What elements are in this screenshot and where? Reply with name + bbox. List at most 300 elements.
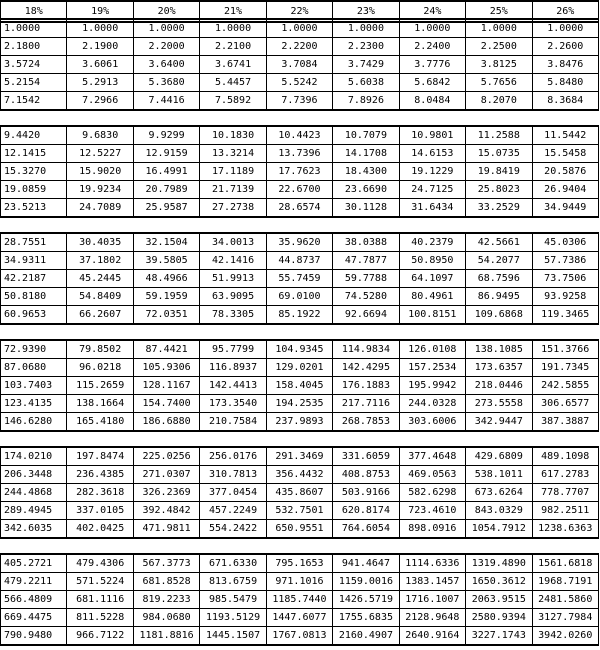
table-cell: 819.2233 [133,591,199,609]
table-cell: 2.2200 [266,38,332,56]
table-cell: 32.1504 [133,233,199,252]
table-cell: 217.7116 [333,395,399,413]
table-row [1,573,599,591]
table-cell: 7.1542 [1,92,67,111]
table-cell: 197.8474 [67,447,133,466]
table-cell: 15.0735 [466,145,532,163]
table-cell: 12.1415 [1,145,67,163]
table-cell: 2.2400 [399,38,465,56]
table-cell: 3.7776 [399,56,465,74]
table-cell: 174.0210 [1,447,67,466]
table-cell: 3.8125 [466,56,532,74]
table-cell: 5.3680 [133,74,199,92]
table-cell: 5.4457 [200,74,266,92]
table-cell: 34.9449 [532,199,599,218]
table-cell: 3127.7984 [532,609,599,627]
table-cell: 843.0329 [466,502,532,520]
table-cell: 87.4421 [133,340,199,359]
table-cell: 11.2588 [466,126,532,145]
table-cell: 1561.6818 [532,554,599,573]
table-cell: 3.7429 [333,56,399,74]
table-cell: 2160.4907 [333,627,399,646]
table-cell: 3.6400 [133,56,199,74]
table-cell: 9.4420 [1,126,67,145]
table-cell: 59.1959 [133,288,199,306]
table-cell: 554.2422 [200,520,266,539]
table-cell: 87.0680 [1,359,67,377]
table-cell: 1650.3612 [466,573,532,591]
table-cell: 435.8607 [266,484,332,502]
table-cell: 73.7506 [532,270,599,288]
table-cell: 2.1800 [1,38,67,56]
table-cell: 100.8151 [399,306,465,325]
table-cell: 210.7584 [200,413,266,432]
table-cell: 941.4647 [333,554,399,573]
table-cell: 13.3214 [200,145,266,163]
table-cell: 21.7139 [200,181,266,199]
table-cell: 273.5558 [466,395,532,413]
table-cell: 291.3469 [266,447,332,466]
table-cell: 13.7396 [266,145,332,163]
table-row [1,520,599,539]
table-cell: 1755.6835 [333,609,399,627]
table-cell: 54.2077 [466,252,532,270]
table-cell: 114.9834 [333,340,399,359]
table-cell: 25.9587 [133,199,199,218]
table-cell: 479.2211 [1,573,67,591]
table-cell: 3.5724 [1,56,67,74]
table-cell: 123.4135 [1,395,67,413]
rate-header-cell: 18% [1,1,67,22]
table-cell: 22.6700 [266,181,332,199]
table-row [1,395,599,413]
table-cell: 1054.7912 [466,520,532,539]
table-cell: 342.6035 [1,520,67,539]
table-cell: 1.0000 [266,19,332,38]
rate-header-cell: 21% [200,1,266,22]
table-cell: 242.5855 [532,377,599,395]
value-block-table [0,18,599,111]
table-cell: 337.0105 [67,502,133,520]
rate-header-cell: 26% [532,1,599,22]
table-cell: 17.7623 [266,163,332,181]
table-cell: 138.1664 [67,395,133,413]
table-cell: 1.0000 [200,19,266,38]
table-cell: 66.2607 [67,306,133,325]
table-cell: 2640.9164 [399,627,465,646]
table-cell: 103.7403 [1,377,67,395]
table-cell: 5.2154 [1,74,67,92]
table-cell: 15.5458 [532,145,599,163]
table-cell: 78.3305 [200,306,266,325]
table-cell: 236.4385 [67,466,133,484]
table-cell: 1.0000 [133,19,199,38]
table-cell: 116.8937 [200,359,266,377]
table-cell: 14.6153 [399,145,465,163]
table-cell: 194.2535 [266,395,332,413]
table-cell: 2128.9648 [399,609,465,627]
table-cell: 1159.0016 [333,573,399,591]
table-row [1,38,599,56]
rate-header-cell: 20% [133,1,199,22]
table-cell: 8.0484 [399,92,465,111]
table-cell: 2481.5860 [532,591,599,609]
rate-header-cell: 19% [67,1,133,22]
table-row [1,145,599,163]
table-cell: 1968.7191 [532,573,599,591]
table-cell: 244.4868 [1,484,67,502]
table-row [1,466,599,484]
table-row [1,92,599,111]
table-row [1,233,599,252]
table-cell: 405.2721 [1,554,67,573]
table-cell: 151.3766 [532,340,599,359]
table-cell: 126.0108 [399,340,465,359]
table-cell: 119.3465 [532,306,599,325]
table-row [1,609,599,627]
table-cell: 72.0351 [133,306,199,325]
value-block-table [0,339,599,432]
table-cell: 795.1653 [266,554,332,573]
rate-header-cell: 24% [399,1,465,22]
table-cell: 33.2529 [466,199,532,218]
table-cell: 310.7813 [200,466,266,484]
table-cell: 2580.9394 [466,609,532,627]
table-cell: 5.7656 [466,74,532,92]
table-cell: 10.9801 [399,126,465,145]
table-cell: 104.9345 [266,340,332,359]
table-cell: 5.6038 [333,74,399,92]
table-cell: 50.8180 [1,288,67,306]
table-cell: 3.6061 [67,56,133,74]
table-cell: 92.6694 [333,306,399,325]
table-cell: 669.4475 [1,609,67,627]
table-cell: 1.0000 [333,19,399,38]
table-cell: 47.7877 [333,252,399,270]
table-cell: 39.5805 [133,252,199,270]
table-cell: 86.9495 [466,288,532,306]
table-cell: 158.4045 [266,377,332,395]
table-row [1,288,599,306]
table-cell: 2.2000 [133,38,199,56]
table-cell: 966.7122 [67,627,133,646]
table-row [1,413,599,432]
table-cell: 764.6054 [333,520,399,539]
table-cell: 16.4991 [133,163,199,181]
table-cell: 9.9299 [133,126,199,145]
table-cell: 377.4648 [399,447,465,466]
value-block-table [0,125,599,218]
table-row [1,591,599,609]
table-cell: 157.2534 [399,359,465,377]
table-cell: 45.2445 [67,270,133,288]
table-cell: 25.8023 [466,181,532,199]
table-cell: 7.7396 [266,92,332,111]
table-cell: 3227.1743 [466,627,532,646]
table-cell: 5.2913 [67,74,133,92]
table-cell: 23.6690 [333,181,399,199]
table-cell: 1.0000 [532,19,599,38]
table-cell: 35.9620 [266,233,332,252]
table-cell: 42.5661 [466,233,532,252]
table-cell: 503.9166 [333,484,399,502]
table-cell: 7.4416 [133,92,199,111]
table-cell: 40.2379 [399,233,465,252]
table-cell: 80.4961 [399,288,465,306]
table-cell: 72.9390 [1,340,67,359]
table-cell: 30.1128 [333,199,399,218]
table-cell: 1445.1507 [200,627,266,646]
table-cell: 26.9404 [532,181,599,199]
table-cell: 12.9159 [133,145,199,163]
table-cell: 532.7501 [266,502,332,520]
table-cell: 24.7125 [399,181,465,199]
table-cell: 7.2966 [67,92,133,111]
table-cell: 1447.6077 [266,609,332,627]
table-cell: 15.9020 [67,163,133,181]
table-cell: 813.6759 [200,573,266,591]
table-row [1,447,599,466]
table-cell: 69.0100 [266,288,332,306]
table-cell: 109.6868 [466,306,532,325]
table-cell: 19.0859 [1,181,67,199]
table-cell: 165.4180 [67,413,133,432]
table-cell: 811.5228 [67,609,133,627]
table-row [1,627,599,646]
table-cell: 1767.0813 [266,627,332,646]
table-cell: 68.7596 [466,270,532,288]
table-cell: 457.2249 [200,502,266,520]
table-row [1,199,599,218]
value-block-table [0,553,599,646]
table-cell: 471.9811 [133,520,199,539]
table-cell: 5.5242 [266,74,332,92]
table-cell: 566.4809 [1,591,67,609]
table-cell: 1.0000 [67,19,133,38]
table-cell: 1383.1457 [399,573,465,591]
table-cell: 392.4842 [133,502,199,520]
table-cell: 1238.6363 [532,520,599,539]
table-cell: 15.3270 [1,163,67,181]
table-row [1,252,599,270]
table-cell: 54.8409 [67,288,133,306]
table-cell: 387.3887 [532,413,599,432]
table-cell: 154.7400 [133,395,199,413]
table-cell: 898.0916 [399,520,465,539]
table-cell: 2.2100 [200,38,266,56]
table-cell: 60.9653 [1,306,67,325]
table-cell: 74.5280 [333,288,399,306]
table-cell: 289.4945 [1,502,67,520]
table-cell: 326.2369 [133,484,199,502]
table-cell: 282.3618 [67,484,133,502]
table-cell: 44.8737 [266,252,332,270]
table-cell: 469.0563 [399,466,465,484]
table-cell: 1716.1007 [399,591,465,609]
table-cell: 206.3448 [1,466,67,484]
table-cell: 105.9306 [133,359,199,377]
table-cell: 1114.6336 [399,554,465,573]
table-cell: 27.2738 [200,199,266,218]
table-cell: 10.1830 [200,126,266,145]
table-cell: 402.0425 [67,520,133,539]
table-cell: 176.1883 [333,377,399,395]
table-cell: 303.6006 [399,413,465,432]
table-cell: 173.3540 [200,395,266,413]
table-row [1,181,599,199]
table-cell: 218.0446 [466,377,532,395]
rate-header-cell: 23% [333,1,399,22]
table-cell: 671.6330 [200,554,266,573]
table-cell: 225.0256 [133,447,199,466]
table-cell: 38.0388 [333,233,399,252]
table-cell: 142.4413 [200,377,266,395]
table-cell: 1319.4890 [466,554,532,573]
table-cell: 3942.0260 [532,627,599,646]
table-cell: 985.5479 [200,591,266,609]
table-cell: 115.2659 [67,377,133,395]
table-cell: 3.7084 [266,56,332,74]
table-cell: 20.7989 [133,181,199,199]
table-cell: 7.8926 [333,92,399,111]
table-cell: 620.8174 [333,502,399,520]
table-cell: 138.1085 [466,340,532,359]
table-row [1,270,599,288]
value-block-table [0,232,599,325]
table-cell: 489.1098 [532,447,599,466]
table-cell: 195.9942 [399,377,465,395]
table-row [1,74,599,92]
table-row [1,377,599,395]
value-block-table [0,446,599,539]
table-row [1,484,599,502]
table-cell: 1426.5719 [333,591,399,609]
table-cell: 20.5876 [532,163,599,181]
table-cell: 571.5224 [67,573,133,591]
table-cell: 408.8753 [333,466,399,484]
table-cell: 2.2300 [333,38,399,56]
table-cell: 17.1189 [200,163,266,181]
table-cell: 63.9095 [200,288,266,306]
table-cell: 42.2187 [1,270,67,288]
table-cell: 617.2783 [532,466,599,484]
table-cell: 681.8528 [133,573,199,591]
table-cell: 48.4966 [133,270,199,288]
table-cell: 57.7386 [532,252,599,270]
table-cell: 79.8502 [67,340,133,359]
table-cell: 8.2070 [466,92,532,111]
table-row [1,554,599,573]
table-cell: 1193.5129 [200,609,266,627]
table-cell: 50.8950 [399,252,465,270]
table-cell: 12.5227 [67,145,133,163]
table-cell: 3.6741 [200,56,266,74]
table-row [1,126,599,145]
table-row [1,502,599,520]
table-cell: 18.4300 [333,163,399,181]
table-row [1,306,599,325]
table-cell: 1185.7440 [266,591,332,609]
table-cell: 42.1416 [200,252,266,270]
table-cell: 971.1016 [266,573,332,591]
table-cell: 28.7551 [1,233,67,252]
table-row [1,56,599,74]
table-cell: 19.1229 [399,163,465,181]
table-row [1,163,599,181]
table-cell: 24.7089 [67,199,133,218]
table-cell: 2.2600 [532,38,599,56]
table-cell: 19.8419 [466,163,532,181]
table-cell: 23.5213 [1,199,67,218]
table-cell: 186.6880 [133,413,199,432]
table-cell: 778.7707 [532,484,599,502]
table-cell: 268.7853 [333,413,399,432]
table-cell: 342.9447 [466,413,532,432]
table-cell: 55.7459 [266,270,332,288]
table-cell: 59.7788 [333,270,399,288]
table-cell: 2.1900 [67,38,133,56]
table-cell: 34.9311 [1,252,67,270]
table-cell: 10.7079 [333,126,399,145]
table-cell: 129.0201 [266,359,332,377]
table-cell: 51.9913 [200,270,266,288]
table-row [1,340,599,359]
table-cell: 429.6809 [466,447,532,466]
table-cell: 10.4423 [266,126,332,145]
table-cell: 19.9234 [67,181,133,199]
table-cell: 377.0454 [200,484,266,502]
table-cell: 34.0013 [200,233,266,252]
table-cell: 95.7799 [200,340,266,359]
table-cell: 673.6264 [466,484,532,502]
table-cell: 2.2500 [466,38,532,56]
table-cell: 85.1922 [266,306,332,325]
table-cell: 538.1011 [466,466,532,484]
table-cell: 11.5442 [532,126,599,145]
table-cell: 146.6280 [1,413,67,432]
table-cell: 1.0000 [399,19,465,38]
table-cell: 28.6574 [266,199,332,218]
table-cell: 8.3684 [532,92,599,111]
table-cell: 479.4306 [67,554,133,573]
table-cell: 723.4610 [399,502,465,520]
table-cell: 64.1097 [399,270,465,288]
table-cell: 1.0000 [1,19,67,38]
table-cell: 271.0307 [133,466,199,484]
table-cell: 567.3773 [133,554,199,573]
table-cell: 237.9893 [266,413,332,432]
table-row [1,19,599,38]
table-cell: 5.6842 [399,74,465,92]
table-cell: 2063.9515 [466,591,532,609]
table-cell: 37.1802 [67,252,133,270]
table-cell: 1181.8816 [133,627,199,646]
table-cell: 1.0000 [466,19,532,38]
table-cell: 9.6830 [67,126,133,145]
table-cell: 3.8476 [532,56,599,74]
table-cell: 650.9551 [266,520,332,539]
table-cell: 45.0306 [532,233,599,252]
table-cell: 191.7345 [532,359,599,377]
table-cell: 681.1116 [67,591,133,609]
table-cell: 128.1167 [133,377,199,395]
table-cell: 790.9480 [1,627,67,646]
table-cell: 331.6059 [333,447,399,466]
table-cell: 356.4432 [266,466,332,484]
table-cell: 982.2511 [532,502,599,520]
table-row [1,359,599,377]
table-cell: 30.4035 [67,233,133,252]
